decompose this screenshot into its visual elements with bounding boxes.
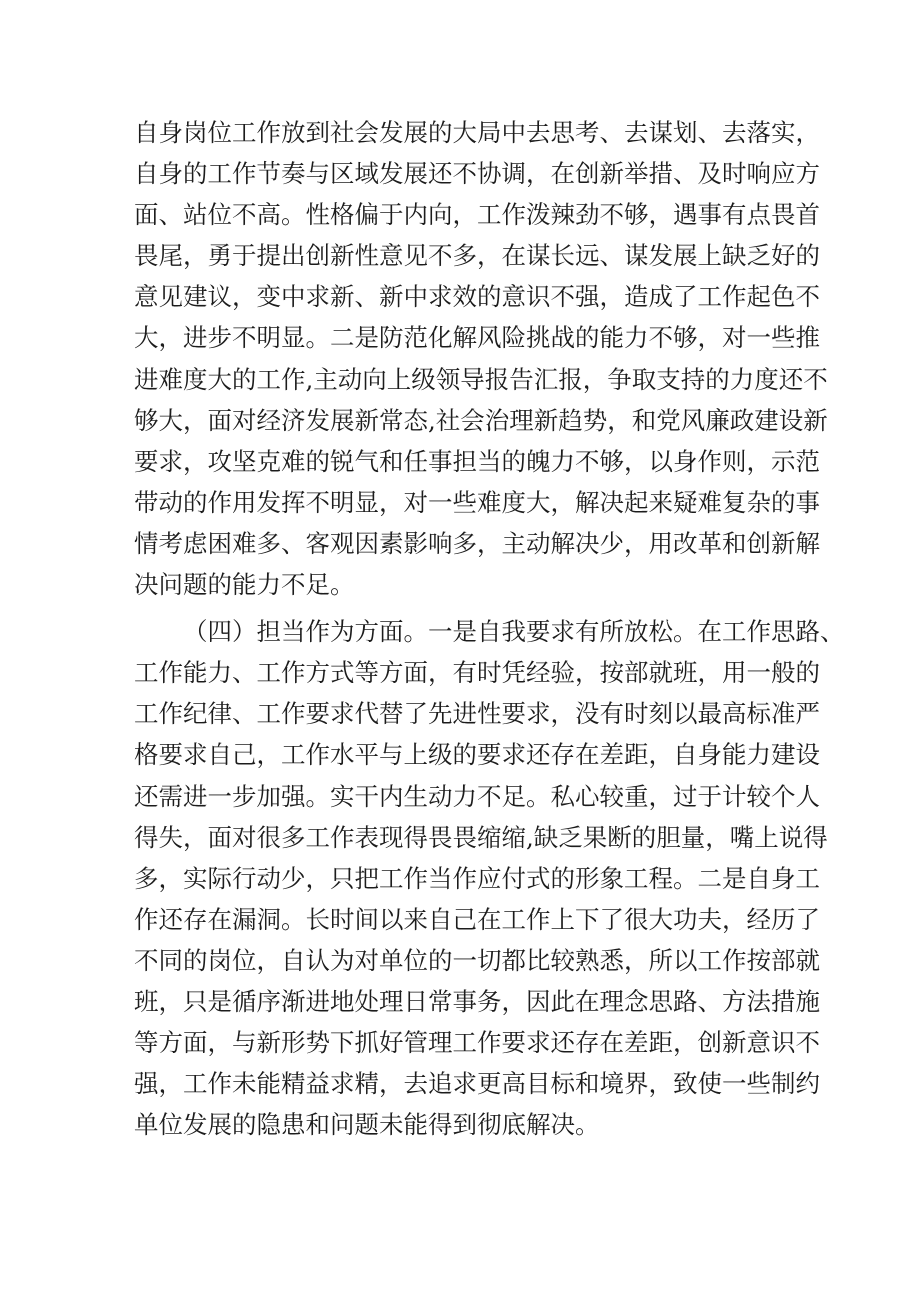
section-heading-line: （四）担当作为方面。一是自我要求有所放松。在工作思路、 [183,617,845,647]
document-body [134,112,845,1145]
paragraph-continuation [134,112,828,605]
text-line: 工作纪律、工作要求代替了先进性要求，没有时刻以最高标准严 [134,699,820,729]
text-line: 自身的工作节奏与区域发展还不协调，在创新举措、及时响应方 [134,159,820,189]
text-line: 要求，攻坚克难的锐气和任事担当的魄力不够，以身作则，示范 [134,446,820,476]
text-line: 情考虑困难多、客观因素影响多，主动解决少，用改革和创新解 [134,528,820,558]
text-line: 大，进步不明显。二是防范化解风险挑战的能力不够，对一些推 [134,323,820,353]
text-line: 班，只是循序渐进地处理日常事务，因此在理念思路、方法措施 [134,986,820,1016]
text-line: 不同的岗位，自认为对单位的一切都比较熟悉，所以工作按部就 [134,945,820,975]
text-line: 得失，面对很多工作表现得畏畏缩缩,缺乏果断的胆量，嘴上说得 [134,822,828,852]
text-line: 够大，面对经济发展新常态,社会治理新趋势，和党风廉政建设新 [134,405,828,435]
text-line: 进难度大的工作,主动向上级领导报告汇报，争取支持的力度还不 [134,364,828,394]
text-line: 面、站位不高。性格偏于内向，工作泼辣劲不够，遇事有点畏首 [134,200,820,230]
text-line: 畏尾，勇于提出创新性意见不多，在谋长远、谋发展上缺乏好的 [134,241,820,271]
text-line: 意见建议，变中求新、新中求效的意识不强，造成了工作起色不 [134,282,820,312]
text-line: 单位发展的隐患和问题未能得到彻底解决。 [134,1110,600,1140]
text-line: 多，实际行动少，只把工作当作应付式的形象工程。二是自身工 [134,863,820,893]
text-line: 决问题的能力不足。 [134,570,355,600]
text-line: 格要求自己，工作水平与上级的要求还存在差距，自身能力建设 [134,740,820,770]
text-line: 作还存在漏洞。长时间以来自己在工作上下了很大功夫，经历了 [134,904,820,934]
text-line: 工作能力、工作方式等方面，有时凭经验，按部就班，用一般的 [134,658,820,688]
text-line: 带动的作用发挥不明显，对一些难度大，解决起来疑难复杂的事 [134,487,820,517]
text-line: 还需进一步加强。实干内生动力不足。私心较重，过于计较个人 [134,781,820,811]
text-line: 等方面，与新形势下抓好管理工作要求还存在差距，创新意识不 [134,1028,820,1058]
text-line: 自身岗位工作放到社会发展的大局中去思考、去谋划、去落实， [134,118,820,147]
paragraph-section-four [134,611,845,1145]
text-line: 强，工作未能精益求精，去追求更高目标和境界，致使一些制约 [134,1069,820,1099]
